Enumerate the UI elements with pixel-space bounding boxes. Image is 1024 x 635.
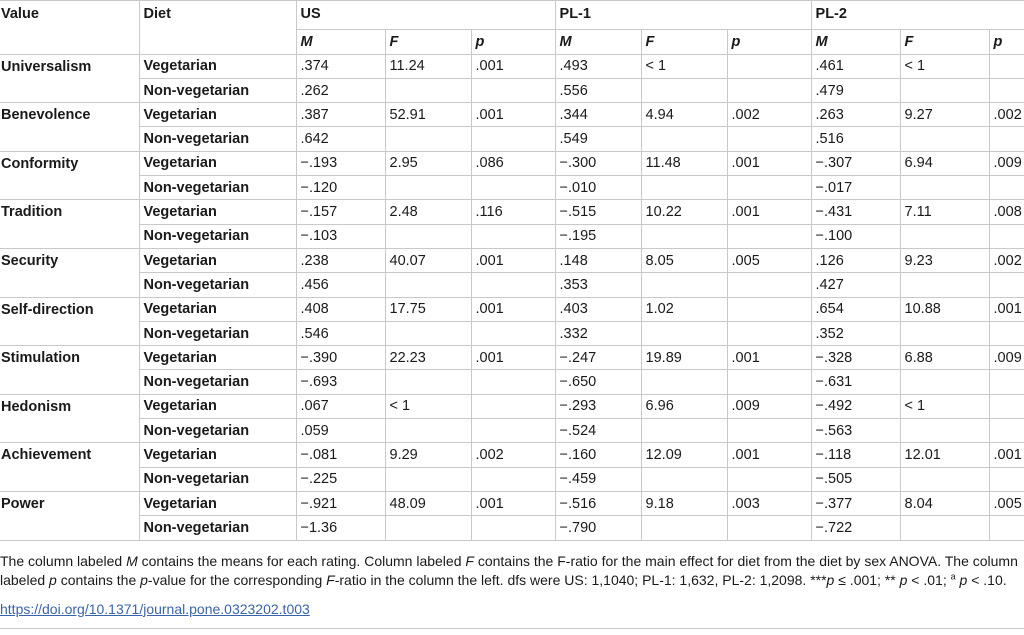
data-cell [471, 394, 555, 418]
data-cell: < 1 [385, 394, 471, 418]
value-name-cell: Security [0, 248, 139, 297]
table-row [0, 370, 1024, 394]
data-cell [471, 370, 555, 394]
header-value: Value [0, 1, 139, 55]
data-cell: 9.18 [641, 491, 727, 515]
data-cell [727, 78, 811, 102]
table-row [0, 103, 1024, 127]
diet-cell: Vegetarian [139, 443, 296, 467]
data-cell: −.081 [296, 443, 385, 467]
data-cell [385, 321, 471, 345]
data-cell: .001 [727, 346, 811, 370]
data-cell [641, 224, 727, 248]
data-cell [900, 516, 989, 540]
data-cell: −.492 [811, 394, 900, 418]
table-row [0, 321, 1024, 345]
header-group-pl2: PL-2 [811, 1, 1024, 30]
data-cell: −.120 [296, 176, 385, 200]
table-row [0, 151, 1024, 175]
value-name-cell: Achievement [0, 443, 139, 492]
data-cell: .126 [811, 248, 900, 272]
diet-cell: Vegetarian [139, 248, 296, 272]
data-cell [471, 273, 555, 297]
data-cell: −.631 [811, 370, 900, 394]
data-cell [900, 224, 989, 248]
data-cell [385, 224, 471, 248]
data-cell [989, 176, 1024, 200]
data-cell: −.010 [555, 176, 641, 200]
data-cell: 9.27 [900, 103, 989, 127]
value-name-cell: Conformity [0, 151, 139, 200]
data-cell: .262 [296, 78, 385, 102]
data-cell: .086 [471, 151, 555, 175]
footnote-text: contains the means for each rating. Column labeled [137, 552, 466, 569]
data-cell: < 1 [641, 54, 727, 78]
data-cell [727, 419, 811, 443]
data-cell: .001 [727, 443, 811, 467]
data-cell: −1.36 [296, 516, 385, 540]
data-cell [727, 467, 811, 491]
footnote-text: ≤ .001; ** [834, 571, 900, 588]
data-cell: −.247 [555, 346, 641, 370]
data-cell: 10.88 [900, 297, 989, 321]
data-cell: −.390 [296, 346, 385, 370]
footnote-text: The column labeled [0, 552, 127, 569]
footnote-text: contains the F-ratio for the main effect for diet from the diet by sex ANOVA. The column labeled [0, 552, 1018, 588]
data-cell: −.431 [811, 200, 900, 224]
data-cell [385, 78, 471, 102]
data-cell: .001 [471, 103, 555, 127]
data-cell [989, 516, 1024, 540]
table-row [0, 78, 1024, 102]
data-cell [989, 321, 1024, 345]
data-cell: 48.09 [385, 491, 471, 515]
data-cell [727, 321, 811, 345]
data-cell [641, 467, 727, 491]
data-cell: .546 [296, 321, 385, 345]
diet-cell: Non-vegetarian [139, 176, 296, 200]
data-cell: .456 [296, 273, 385, 297]
data-cell: .001 [989, 297, 1024, 321]
data-cell: −.563 [811, 419, 900, 443]
diet-cell: Non-vegetarian [139, 370, 296, 394]
data-cell [385, 176, 471, 200]
data-cell: .461 [811, 54, 900, 78]
data-cell [900, 78, 989, 102]
data-cell [989, 224, 1024, 248]
data-cell [727, 370, 811, 394]
value-name-cell: Tradition [0, 200, 139, 249]
data-cell: .001 [471, 248, 555, 272]
data-cell: −.722 [811, 516, 900, 540]
footnote-text: p [140, 571, 148, 588]
data-cell: 11.48 [641, 151, 727, 175]
data-cell: −.328 [811, 346, 900, 370]
data-cell [471, 176, 555, 200]
value-name-cell: Universalism [0, 54, 139, 103]
data-cell: −.160 [555, 443, 641, 467]
data-cell: −.017 [811, 176, 900, 200]
data-cell [385, 516, 471, 540]
data-cell: .263 [811, 103, 900, 127]
data-cell [385, 467, 471, 491]
data-cell: .009 [989, 151, 1024, 175]
data-cell [989, 127, 1024, 151]
subheader-f: F [385, 30, 471, 54]
data-cell: .002 [471, 443, 555, 467]
data-cell: −.157 [296, 200, 385, 224]
data-cell: .001 [471, 54, 555, 78]
data-cell: .556 [555, 78, 641, 102]
data-cell: 22.23 [385, 346, 471, 370]
data-cell [989, 467, 1024, 491]
data-cell [900, 467, 989, 491]
data-cell [989, 370, 1024, 394]
data-cell [900, 127, 989, 151]
data-cell: −.100 [811, 224, 900, 248]
diet-cell: Vegetarian [139, 103, 296, 127]
data-cell [471, 467, 555, 491]
footnote-text: < .10. [967, 571, 1007, 588]
footnote-text: contains the [56, 571, 141, 588]
data-cell: −.307 [811, 151, 900, 175]
data-cell [989, 394, 1024, 418]
diet-cell: Vegetarian [139, 54, 296, 78]
data-cell [900, 370, 989, 394]
data-cell [727, 224, 811, 248]
data-cell: −.293 [555, 394, 641, 418]
data-cell: −.516 [555, 491, 641, 515]
data-cell: 4.94 [641, 103, 727, 127]
data-cell [989, 273, 1024, 297]
diet-cell: Vegetarian [139, 346, 296, 370]
data-cell: .654 [811, 297, 900, 321]
data-cell: −.505 [811, 467, 900, 491]
diet-cell: Non-vegetarian [139, 467, 296, 491]
data-cell [385, 127, 471, 151]
table-row [0, 200, 1024, 224]
data-cell: .403 [555, 297, 641, 321]
value-name-cell: Benevolence [0, 103, 139, 152]
data-cell [471, 516, 555, 540]
footnote-text: F [465, 552, 474, 569]
data-cell: .479 [811, 78, 900, 102]
data-cell: .493 [555, 54, 641, 78]
data-cell: .005 [727, 248, 811, 272]
data-cell: 7.11 [900, 200, 989, 224]
table-row [0, 346, 1024, 370]
data-cell: < 1 [900, 54, 989, 78]
table-row [0, 443, 1024, 467]
data-cell: .001 [727, 151, 811, 175]
diet-cell: Non-vegetarian [139, 273, 296, 297]
data-cell: 52.91 [385, 103, 471, 127]
diet-cell: Vegetarian [139, 491, 296, 515]
data-cell: −.524 [555, 419, 641, 443]
data-cell: −.195 [555, 224, 641, 248]
data-cell: .001 [989, 443, 1024, 467]
data-cell: .332 [555, 321, 641, 345]
data-cell: .148 [555, 248, 641, 272]
data-cell: 8.04 [900, 491, 989, 515]
subheader-f: F [641, 30, 727, 54]
table-row [0, 394, 1024, 418]
data-cell: .516 [811, 127, 900, 151]
table-row [0, 516, 1024, 540]
data-cell: 6.88 [900, 346, 989, 370]
subheader-p: p [727, 30, 811, 54]
table-footnote [0, 541, 1024, 629]
data-cell [989, 419, 1024, 443]
data-cell: −.790 [555, 516, 641, 540]
value-name-cell: Power [0, 491, 139, 540]
header-diet: Diet [139, 1, 296, 55]
diet-cell: Non-vegetarian [139, 127, 296, 151]
data-cell [900, 273, 989, 297]
data-cell: .238 [296, 248, 385, 272]
footnote-text: p [49, 571, 57, 588]
data-cell: .002 [989, 103, 1024, 127]
data-cell: −.693 [296, 370, 385, 394]
data-cell: 40.07 [385, 248, 471, 272]
data-cell: .344 [555, 103, 641, 127]
subheader-m: M [296, 30, 385, 54]
data-cell: .427 [811, 273, 900, 297]
table-row [0, 467, 1024, 491]
data-cell: 17.75 [385, 297, 471, 321]
value-name-cell: Stimulation [0, 346, 139, 395]
data-cell: −.193 [296, 151, 385, 175]
data-cell [641, 370, 727, 394]
data-cell: < 1 [900, 394, 989, 418]
data-cell: .353 [555, 273, 641, 297]
data-cell [641, 176, 727, 200]
data-cell [900, 419, 989, 443]
data-cell: 8.05 [641, 248, 727, 272]
data-cell [641, 78, 727, 102]
diet-cell: Non-vegetarian [139, 321, 296, 345]
footnote-text: p [826, 571, 835, 588]
data-cell: .001 [471, 491, 555, 515]
data-cell: 9.23 [900, 248, 989, 272]
doi-link[interactable]: https://doi.org/10.1371/journal.pone.0323202.t003 [0, 600, 310, 617]
data-cell: .352 [811, 321, 900, 345]
subheader-m: M [811, 30, 900, 54]
value-name-cell: Self-direction [0, 297, 139, 346]
footnote-text: -ratio in the column the left. dfs were US: 1,1040; PL-1: 1,632, PL-2: 1,2098. *** [334, 571, 827, 588]
data-cell: −.225 [296, 467, 385, 491]
subheader-p: p [471, 30, 555, 54]
footnote-text: M [126, 552, 138, 569]
table-row [0, 297, 1024, 321]
data-cell: .008 [989, 200, 1024, 224]
data-cell: .642 [296, 127, 385, 151]
data-cell: 6.94 [900, 151, 989, 175]
data-cell [727, 273, 811, 297]
data-cell: −.515 [555, 200, 641, 224]
data-cell [385, 419, 471, 443]
data-cell: .408 [296, 297, 385, 321]
footnote-text: -value for the corresponding [147, 571, 327, 588]
footnote-text: p [959, 571, 968, 588]
data-cell: 12.09 [641, 443, 727, 467]
footnote-superscript: a [950, 570, 956, 581]
data-cell [727, 516, 811, 540]
data-cell: .059 [296, 419, 385, 443]
data-cell: 11.24 [385, 54, 471, 78]
data-cell: .002 [727, 103, 811, 127]
header-group-pl1: PL-1 [555, 1, 811, 30]
data-cell [727, 127, 811, 151]
table-row [0, 224, 1024, 248]
data-cell: 19.89 [641, 346, 727, 370]
data-cell [989, 54, 1024, 78]
diet-cell: Non-vegetarian [139, 78, 296, 102]
table-row [0, 54, 1024, 78]
subheader-p: p [989, 30, 1024, 54]
table-body [0, 54, 1024, 540]
data-cell: .002 [989, 248, 1024, 272]
data-cell [641, 516, 727, 540]
data-cell [471, 321, 555, 345]
table-row [0, 273, 1024, 297]
data-cell [641, 321, 727, 345]
data-cell: .116 [471, 200, 555, 224]
diet-cell: Non-vegetarian [139, 224, 296, 248]
data-cell: .005 [989, 491, 1024, 515]
data-cell [471, 127, 555, 151]
data-cell [471, 78, 555, 102]
data-cell: .009 [989, 346, 1024, 370]
data-cell [989, 78, 1024, 102]
data-cell: .387 [296, 103, 385, 127]
data-cell: 6.96 [641, 394, 727, 418]
table-row [0, 248, 1024, 272]
data-cell: −.921 [296, 491, 385, 515]
data-cell: .549 [555, 127, 641, 151]
data-cell [471, 419, 555, 443]
data-cell: 2.48 [385, 200, 471, 224]
table-row [0, 176, 1024, 200]
data-cell [385, 370, 471, 394]
diet-cell: Vegetarian [139, 200, 296, 224]
data-cell: .374 [296, 54, 385, 78]
data-cell [385, 273, 471, 297]
diet-cell: Non-vegetarian [139, 419, 296, 443]
diet-cell: Vegetarian [139, 297, 296, 321]
header-group-us: US [296, 1, 555, 30]
diet-cell: Vegetarian [139, 151, 296, 175]
data-cell: 9.29 [385, 443, 471, 467]
data-cell [471, 224, 555, 248]
data-cell [900, 321, 989, 345]
data-cell [900, 176, 989, 200]
data-cell [641, 273, 727, 297]
diet-cell: Vegetarian [139, 394, 296, 418]
footnote-text: F [326, 571, 335, 588]
data-cell: .003 [727, 491, 811, 515]
data-cell: .001 [471, 297, 555, 321]
data-cell: −.377 [811, 491, 900, 515]
footnote-text: p [899, 571, 908, 588]
value-name-cell: Hedonism [0, 394, 139, 443]
table-row [0, 127, 1024, 151]
data-cell: 10.22 [641, 200, 727, 224]
data-cell: −.103 [296, 224, 385, 248]
diet-cell: Non-vegetarian [139, 516, 296, 540]
data-cell: −.459 [555, 467, 641, 491]
subheader-m: M [555, 30, 641, 54]
data-cell: .067 [296, 394, 385, 418]
data-cell: −.650 [555, 370, 641, 394]
subheader-f: F [900, 30, 989, 54]
data-cell [727, 176, 811, 200]
footnote-text: < .01; [907, 571, 951, 588]
data-cell [641, 419, 727, 443]
table-row [0, 419, 1024, 443]
data-cell: 2.95 [385, 151, 471, 175]
data-cell [641, 127, 727, 151]
data-cell: .001 [471, 346, 555, 370]
data-cell: 12.01 [900, 443, 989, 467]
table-row [0, 491, 1024, 515]
data-cell [727, 54, 811, 78]
data-cell: −.300 [555, 151, 641, 175]
data-cell: 1.02 [641, 297, 727, 321]
data-cell: −.118 [811, 443, 900, 467]
header-row [0, 1, 1024, 30]
data-cell: .001 [727, 200, 811, 224]
data-cell: .009 [727, 394, 811, 418]
data-cell [727, 297, 811, 321]
